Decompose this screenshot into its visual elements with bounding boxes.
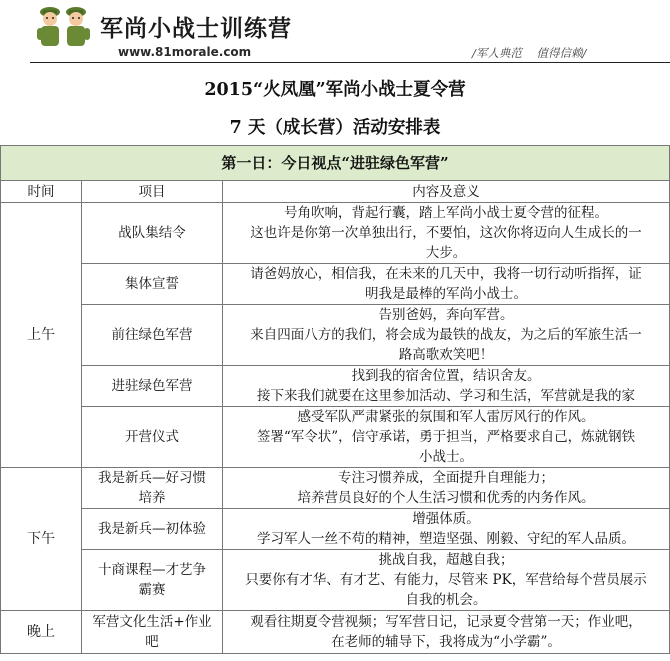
- content-line: 号角吹响，背起行囊，踏上军尚小战士夏令营的征程。: [284, 205, 608, 221]
- column-header-content: 内容及意义: [223, 181, 670, 203]
- content-line: 告别爸妈，奔向军营。: [378, 307, 514, 323]
- content-line: 明我是最棒的军尚小战士。: [365, 286, 527, 302]
- page-header: [0, 0, 670, 68]
- soldier-mascot-logo: [34, 4, 94, 50]
- table-row: [1, 366, 670, 407]
- item-line: 军营文化生活+作业: [92, 614, 212, 630]
- content-line: 签署“军令状”，信守承诺，勇于担当，严格要求自己，炼就钢铁: [256, 429, 636, 445]
- column-header-item: 项目: [82, 181, 223, 203]
- table-row: [1, 305, 670, 366]
- item-cell: [82, 550, 223, 611]
- content-line: 找到我的宿舍位置，结识舍友。: [351, 368, 541, 384]
- item-cell: [82, 203, 223, 264]
- table-row: [1, 550, 670, 611]
- content-line: 大步。: [425, 245, 467, 261]
- content-cell: [223, 264, 670, 305]
- table-row: [1, 407, 670, 468]
- content-line: 观看往期夏令营视频；写军营日记，记录夏令营第一天；作业吧，: [250, 614, 642, 630]
- item-line: 霸赛: [138, 582, 166, 598]
- day-title: 第一日：今日视点“进驻绿色军营”: [1, 146, 670, 181]
- content-cell: [223, 509, 670, 550]
- content-line: 增强体质。: [412, 511, 480, 527]
- item-line: 我是新兵—初体验: [98, 521, 206, 537]
- item-line: 吧: [145, 634, 159, 650]
- content-cell: [223, 611, 670, 654]
- content-line: 接下来我们就要在这里参加活动、学习和生活，军营就是我的家: [257, 388, 635, 404]
- table-row: [1, 509, 670, 550]
- table-row: [1, 611, 670, 654]
- item-cell: [82, 611, 223, 654]
- item-cell: [82, 366, 223, 407]
- item-line: 战队集结令: [118, 225, 186, 241]
- table-row: [1, 468, 670, 509]
- content-cell: [223, 203, 670, 264]
- period-cell: 上午: [1, 203, 82, 468]
- content-line: 自我的机会。: [405, 592, 487, 608]
- camp-title: 2015“火凤凰”军尚小战士夏令营: [204, 80, 466, 100]
- content-line: 培养营员良好的个人生活习惯和优秀的内务作风。: [297, 490, 595, 506]
- content-cell: [223, 468, 670, 509]
- table-row: [1, 203, 670, 264]
- header-divider: [30, 62, 670, 63]
- content-line: 请爸妈放心，相信我，在未来的几天中，我将一切行动听指挥，证: [250, 266, 642, 282]
- content-line: 在老师的辅导下，我将成为“小学霸”。: [331, 634, 561, 650]
- period-cell: 晚上: [1, 611, 82, 654]
- item-line: 培养: [138, 490, 166, 506]
- item-line: 前往绿色军营: [111, 327, 193, 343]
- slogan: /军人典范 值得信赖/: [472, 46, 587, 60]
- schedule-table: [0, 145, 670, 654]
- content-line: 感受军队严肃紧张的氛围和军人雷厉风行的作风。: [297, 409, 595, 425]
- item-line: 进驻绿色军营: [111, 378, 193, 394]
- content-cell: [223, 305, 670, 366]
- content-line: 路高歌欢笑吧！: [398, 347, 494, 363]
- period-cell: 下午: [1, 468, 82, 611]
- item-cell: [82, 509, 223, 550]
- content-line: 来自四面八方的我们，将会成为最铁的战友，为之后的军旅生活一: [250, 327, 642, 343]
- content-line: 只要你有才华、有才艺、有能力，尽管来 PK，军营给每个营员展示: [245, 572, 647, 588]
- schedule-title: 7 天（成长营）活动安排表: [229, 118, 441, 138]
- content-line: 这也许是你第一次单独出行，不要怕，这次你将迈向人生成长的一: [250, 225, 642, 241]
- table-row: [1, 264, 670, 305]
- item-line: 开营仪式: [125, 429, 179, 445]
- site-url[interactable]: www.81morale.com: [118, 45, 252, 59]
- content-line: 挑战自我，超越自我；: [378, 552, 514, 568]
- item-cell: [82, 305, 223, 366]
- item-cell: [82, 468, 223, 509]
- content-cell: [223, 366, 670, 407]
- content-line: 小战士。: [419, 449, 473, 465]
- item-line: 十商课程—才艺争: [98, 562, 206, 578]
- content-cell: [223, 550, 670, 611]
- column-header-time: 时间: [1, 181, 82, 203]
- content-line: 专注习惯养成，全面提升自理能力；: [338, 470, 554, 486]
- item-line: 我是新兵—好习惯: [98, 470, 206, 486]
- item-cell: [82, 264, 223, 305]
- item-line: 集体宣誓: [125, 276, 179, 292]
- item-cell: [82, 407, 223, 468]
- content-cell: [223, 407, 670, 468]
- content-line: 学习军人一丝不苟的精神，塑造坚强、刚毅、守纪的军人品质。: [257, 531, 635, 547]
- brand-name: 军尚小战士训练营: [100, 16, 292, 42]
